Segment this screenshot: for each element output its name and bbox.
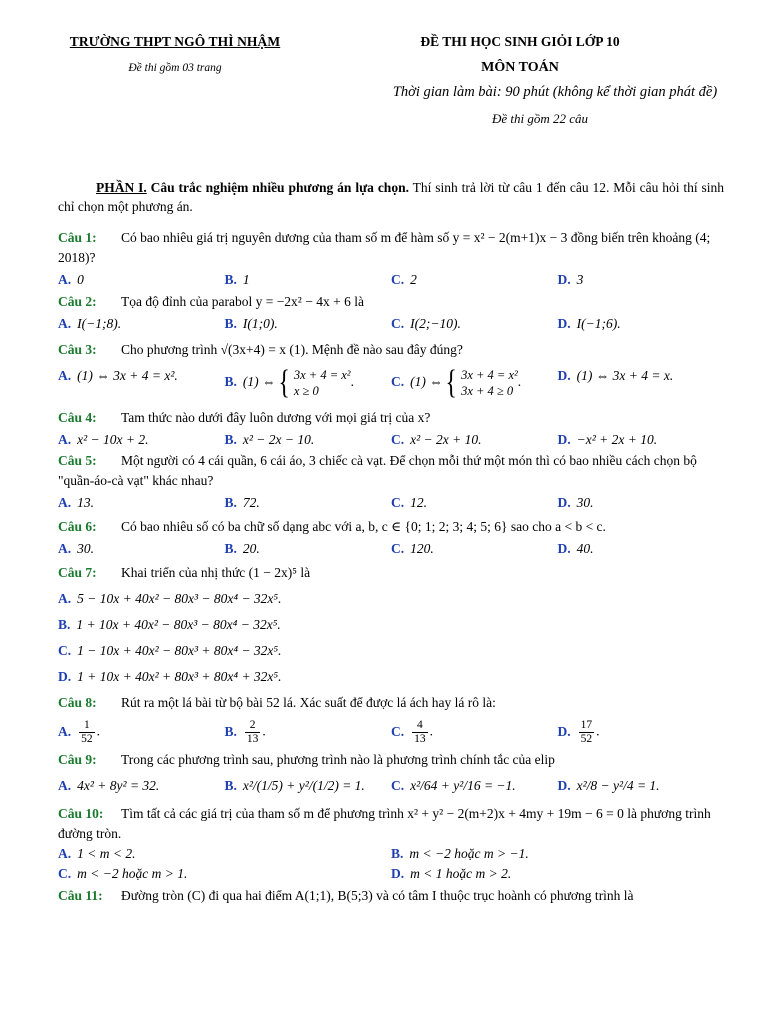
option-text: x² − 10x + 2.	[77, 432, 149, 447]
question-stem	[58, 563, 724, 583]
question-block	[58, 693, 724, 746]
option-letter: D.	[391, 866, 405, 881]
answer-option[interactable]	[225, 270, 392, 290]
answer-option[interactable]	[558, 539, 725, 559]
answer-option[interactable]	[225, 539, 392, 559]
question-block	[58, 517, 724, 559]
option-text: 20.	[242, 541, 260, 556]
option-row	[58, 270, 724, 290]
part-label: PHẦN I.	[96, 180, 147, 195]
option-text: x²/64 + y²/16 = −1.	[410, 778, 516, 793]
answer-option[interactable]	[391, 539, 558, 559]
option-text: m < −2 hoặc m > 1.	[77, 866, 188, 881]
question-block	[58, 340, 724, 400]
option-row	[58, 667, 724, 687]
option-fraction: $\frac{1}{52}$	[81, 719, 93, 745]
option-letter: B.	[224, 374, 237, 390]
question-label: Câu 5:	[58, 453, 97, 468]
option-text: I(2;−10).	[410, 316, 461, 331]
answer-option[interactable]	[558, 270, 725, 290]
option-row	[58, 493, 724, 513]
option-text: I(−1;8).	[77, 316, 122, 331]
question-block	[58, 408, 724, 450]
answer-option[interactable]	[391, 844, 724, 864]
question-text: Rút ra một lá bài từ bộ bài 52 lá. Xác suất để được lá ách hay lá rô là:	[121, 695, 496, 710]
question-block	[58, 451, 724, 513]
question-text: Tọa độ đỉnh của parabol y = −2x² − 4x + 6 là	[121, 294, 364, 309]
option-text: 2	[410, 272, 417, 287]
option-text: (1) ⇔ 3x + 4 = x.	[576, 368, 674, 383]
option-letter: D.	[557, 272, 571, 287]
question-label: Câu 1:	[58, 230, 97, 245]
exam-body	[58, 178, 724, 906]
option-letter: C.	[391, 541, 405, 556]
option-text: x² − 2x − 10.	[242, 432, 315, 447]
option-row	[58, 776, 724, 796]
part-instructions: Thí sinh trả lời từ câu 1 đến câu 12. Mỗi câu hỏi thí sinh chỉ chọn một phương án.	[58, 180, 724, 214]
answer-option[interactable]	[391, 776, 558, 796]
option-row	[58, 366, 724, 400]
option-text: x²/8 − y²/4 = 1.	[576, 778, 660, 793]
answer-option[interactable]	[58, 366, 225, 400]
header-left	[50, 34, 300, 74]
question-label: Câu 6:	[58, 519, 97, 534]
option-letter: D.	[557, 541, 571, 556]
option-text: (1) ⇔	[242, 374, 276, 390]
option-text: 72.	[242, 495, 260, 510]
option-letter: B.	[224, 272, 237, 287]
question-block	[58, 563, 724, 687]
option-fraction: $\frac{17}{52}$	[580, 719, 593, 745]
option-row	[58, 430, 724, 450]
option-letter: A.	[58, 368, 72, 383]
option-letter: C.	[391, 374, 405, 390]
question-block	[58, 804, 724, 884]
school-name: TRƯỜNG THPT NGÔ THÌ NHẬM	[69, 34, 281, 49]
question-stem	[58, 292, 724, 312]
option-row	[58, 314, 724, 334]
option-letter: C.	[391, 272, 405, 287]
option-letter: D.	[557, 495, 571, 510]
time-limit: Thời gian làm bài: 90 phút (không kể thời gian phát đề)	[392, 84, 718, 100]
option-fraction: $\frac{4}{13}$	[414, 719, 426, 745]
question-label: Câu 8:	[58, 695, 97, 710]
answer-option[interactable]	[58, 539, 225, 559]
option-text: 0	[77, 272, 84, 287]
answer-option[interactable]	[225, 430, 392, 450]
option-row	[58, 844, 724, 864]
question-label: Câu 2:	[58, 294, 97, 309]
question-stem	[58, 750, 724, 770]
question-text: Tìm tất cả các giá trị của tham số m để phương trình x² + y² − 2(m+2)x + 4my + 19m − 6 = 0 là phương trình đường tròn.	[58, 806, 711, 841]
option-letter: D.	[557, 316, 571, 331]
option-row	[58, 864, 724, 884]
option-letter: D.	[557, 778, 571, 793]
answer-option[interactable]	[391, 314, 558, 334]
equation-system: { 3x + 4 = x² 3x + 4 ≥ 0	[445, 364, 518, 401]
question-text: Đường tròn (C) đi qua hai điểm A(1;1), B(5;3) và có tâm I thuộc trục hoành có phương trình là	[121, 888, 634, 903]
option-text: 5 − 10x + 40x² − 80x³ − 80x⁴ − 32x⁵.	[77, 591, 282, 606]
option-letter: B.	[224, 495, 237, 510]
option-letter: A.	[58, 316, 72, 331]
answer-option[interactable]	[558, 314, 725, 334]
option-letter: D.	[557, 432, 571, 447]
answer-option[interactable]	[58, 864, 391, 884]
option-text: m < −2 hoặc m > −1.	[409, 846, 529, 861]
answer-option[interactable]	[58, 776, 225, 796]
option-text: I(1;0).	[242, 316, 278, 331]
question-stem	[58, 451, 724, 491]
option-text: 3	[576, 272, 584, 287]
header-right	[300, 34, 740, 127]
answer-option[interactable]	[58, 589, 724, 609]
question-block	[58, 886, 724, 906]
option-letter: B.	[391, 846, 404, 861]
page-count-note: Đề thi gồm 03 trang	[128, 62, 222, 74]
option-text: 4x² + 8y² = 32.	[77, 778, 160, 793]
option-letter: C.	[58, 866, 72, 881]
question-label: Câu 7:	[58, 565, 97, 580]
option-letter: A.	[58, 846, 72, 861]
option-letter: A.	[58, 723, 72, 739]
question-label: Câu 11:	[58, 888, 103, 903]
answer-option[interactable]: D. $\frac{17}{52}$ .	[557, 719, 600, 745]
option-text: (1) ⇔ 3x + 4 = x².	[77, 368, 178, 383]
option-letter: A.	[58, 591, 72, 606]
question-label: Câu 3:	[58, 342, 97, 357]
answer-option[interactable]	[225, 493, 392, 513]
question-stem	[58, 804, 724, 844]
option-letter: C.	[58, 643, 72, 658]
option-text: m < 1 hoặc m > 2.	[410, 866, 512, 881]
answer-option[interactable]	[225, 776, 392, 796]
option-text: 1	[242, 272, 250, 287]
option-letter: B.	[224, 723, 237, 739]
answer-option[interactable]	[391, 864, 724, 884]
question-block	[58, 292, 724, 334]
option-text: 1 − 10x + 40x² − 80x³ + 80x⁴ − 32x⁵.	[77, 643, 282, 658]
option-row	[58, 539, 724, 559]
option-letter: A.	[58, 495, 72, 510]
answer-option[interactable]	[558, 430, 725, 450]
answer-option[interactable]	[58, 641, 724, 661]
exam-title: ĐỀ THI HỌC SINH GIỎI LỚP 10	[420, 34, 620, 49]
option-letter: D.	[557, 723, 571, 739]
option-row	[58, 641, 724, 661]
question-stem	[58, 886, 724, 906]
answer-option[interactable]	[58, 270, 225, 290]
option-letter: A.	[58, 432, 72, 447]
option-letter: B.	[224, 432, 237, 447]
option-text: 1 + 10x + 40x² − 80x³ − 80x⁴ − 32x⁵.	[76, 617, 281, 632]
answer-option[interactable]	[391, 270, 558, 290]
question-stem	[58, 340, 724, 360]
question-text: Có bao nhiêu số có ba chữ số dạng abc với a, b, c ∈ {0; 1; 2; 3; 4; 5; 6} sao cho a < b < c.	[121, 519, 606, 534]
question-list	[58, 228, 724, 906]
option-text: −x² + 2x + 10.	[576, 432, 658, 447]
option-letter: C.	[391, 495, 405, 510]
answer-option[interactable]: B. (1) ⇔ { 3x + 4 = x² x ≥ 0 .	[224, 364, 354, 401]
option-letter: B.	[224, 541, 237, 556]
option-letter: A.	[58, 778, 72, 793]
option-letter: C.	[391, 723, 405, 739]
option-letter: A.	[58, 541, 72, 556]
option-text: 12.	[410, 495, 427, 510]
option-letter: B.	[224, 316, 237, 331]
question-stem	[58, 517, 724, 537]
question-label: Câu 4:	[58, 410, 97, 425]
answer-option[interactable]	[558, 776, 725, 796]
option-text: 13.	[77, 495, 94, 510]
option-text: I(−1;6).	[576, 316, 621, 331]
answer-option[interactable]	[58, 844, 391, 864]
option-text: x²/(1/5) + y²/(1/2) = 1.	[242, 778, 365, 793]
question-label: Câu 10:	[58, 806, 104, 821]
answer-option[interactable]	[558, 366, 725, 400]
question-block	[58, 750, 724, 796]
question-text: Cho phương trình √(3x+4) = x (1). Mệnh đề nào sau đây đúng?	[121, 342, 463, 357]
equation-system: { 3x + 4 = x² x ≥ 0	[277, 364, 351, 401]
question-stem	[58, 693, 724, 713]
question-text: Tam thức nào dưới đây luôn dương với mọi giá trị của x?	[121, 410, 431, 425]
answer-option[interactable]	[558, 493, 725, 513]
answer-option[interactable]	[391, 493, 558, 513]
answer-option[interactable]	[58, 314, 225, 334]
option-letter: B.	[224, 778, 237, 793]
option-row	[58, 615, 724, 635]
option-letter: C.	[391, 432, 405, 447]
answer-option[interactable]	[58, 430, 225, 450]
answer-option[interactable]	[225, 314, 392, 334]
option-text: 40.	[576, 541, 594, 556]
option-text: 120.	[410, 541, 434, 556]
part-intro	[58, 178, 724, 216]
option-text: x² − 2x + 10.	[410, 432, 482, 447]
question-count: Đề thi gồm 22 câu	[491, 111, 589, 126]
option-letter: D.	[557, 368, 571, 383]
option-letter: C.	[391, 778, 405, 793]
option-row	[58, 719, 724, 746]
question-text: Một người có 4 cái quần, 6 cái áo, 3 chiếc cà vạt. Để chọn mỗi thứ một món thì có bao nhiều cách chọn bộ "quần-áo-cà vạt" khác nhau?	[58, 453, 697, 488]
option-row	[58, 589, 724, 609]
question-text: Có bao nhiêu giá trị nguyên dương của tham số m để hàm số y = x² − 2(m+1)x − 3 đồng biến trên khoảng (4; 2018)?	[58, 230, 711, 265]
answer-option[interactable]	[58, 493, 225, 513]
answer-option[interactable]	[391, 430, 558, 450]
option-letter: A.	[58, 272, 72, 287]
option-letter: D.	[58, 669, 72, 684]
part-description: Câu trắc nghiệm nhiều phương án lựa chọn.	[150, 180, 409, 195]
option-fraction: $\frac{2}{13}$	[246, 719, 259, 745]
answer-option[interactable]: C. (1) ⇔ { 3x + 4 = x² 3x + 4 ≥ 0 .	[391, 364, 522, 401]
option-text: 1 + 10x + 40x² + 80x³ + 80x⁴ + 32x⁵.	[77, 669, 282, 684]
option-text: (1) ⇔	[410, 374, 443, 390]
answer-option[interactable]: C. $\frac{4}{13}$ .	[391, 719, 433, 745]
question-text: Trong các phương trình sau, phương trình nào là phương trình chính tắc của elip	[121, 752, 555, 767]
answer-option[interactable]	[58, 615, 724, 635]
answer-option[interactable]	[58, 667, 724, 687]
question-stem	[58, 408, 724, 428]
option-text: 1 < m < 2.	[77, 846, 136, 861]
option-text: 30.	[576, 495, 594, 510]
answer-option[interactable]: A. $\frac{1}{52}$ .	[58, 719, 100, 745]
answer-option[interactable]: B. $\frac{2}{13}$ .	[224, 719, 266, 745]
option-letter: C.	[391, 316, 405, 331]
option-letter: B.	[58, 617, 71, 632]
option-text: 30.	[77, 541, 94, 556]
question-label: Câu 9:	[58, 752, 97, 767]
question-stem	[58, 228, 724, 268]
question-block	[58, 228, 724, 290]
subject-title: MÔN TOÁN	[481, 60, 559, 75]
question-text: Khai triển của nhị thức (1 − 2x)⁵ là	[121, 565, 311, 580]
